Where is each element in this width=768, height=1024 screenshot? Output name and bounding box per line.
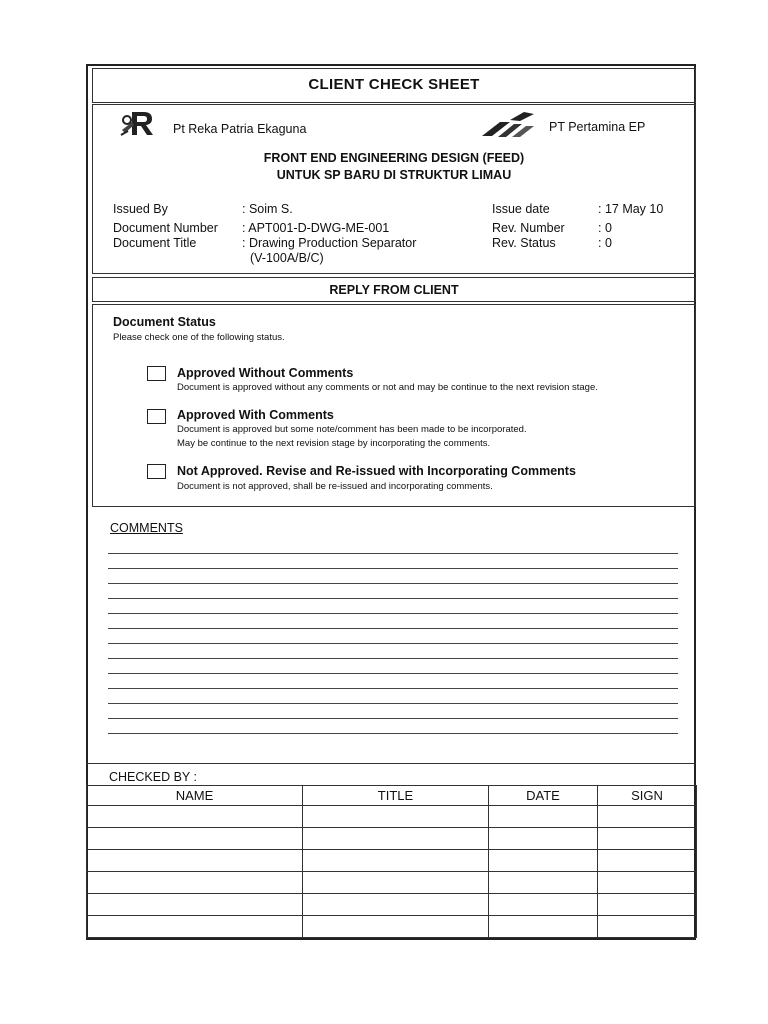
rev-status-value: : 0 xyxy=(598,236,612,250)
date-cell[interactable] xyxy=(489,806,598,828)
date-cell[interactable] xyxy=(489,850,598,872)
date-column-header: DATE xyxy=(489,786,598,806)
left-company-name: Pt Reka Patria Ekaguna xyxy=(173,122,307,136)
table-row xyxy=(87,850,697,872)
date-cell[interactable] xyxy=(489,828,598,850)
comment-line xyxy=(108,628,678,629)
document-number-value: : APT001-D-DWG-ME-001 xyxy=(242,221,390,235)
page-title: CLIENT CHECK SHEET xyxy=(308,76,480,93)
rev-status-label: Rev. Status xyxy=(492,236,556,250)
title-cell[interactable] xyxy=(303,850,489,872)
name-cell[interactable] xyxy=(87,916,303,938)
title-cell[interactable] xyxy=(303,916,489,938)
table-row xyxy=(87,916,697,938)
issue-date-label: Issue date xyxy=(492,202,550,216)
comment-line xyxy=(108,568,678,569)
document-title-value-2: (V-100A/B/C) xyxy=(250,251,324,265)
sign-cell[interactable] xyxy=(598,828,697,850)
comment-line xyxy=(108,658,678,659)
sign-cell[interactable] xyxy=(598,806,697,828)
approved-without-comments-desc: Document is approved without any comments or not and may be continue to the next revision stage. xyxy=(177,382,598,393)
table-row xyxy=(87,806,697,828)
comment-line xyxy=(108,643,678,644)
document-title-value: : Drawing Production Separator xyxy=(242,236,417,250)
approved-with-comments-desc-1: Document is approved but some note/comment has been made to be incorporated. xyxy=(177,424,527,435)
comment-line xyxy=(108,733,678,734)
not-approved-checkbox[interactable] xyxy=(147,464,166,479)
name-column-header: NAME xyxy=(87,786,303,806)
issued-by-value: : Soim S. xyxy=(242,202,293,216)
name-cell[interactable] xyxy=(87,894,303,916)
issued-by-label: Issued By xyxy=(113,202,168,216)
comment-line xyxy=(108,718,678,719)
not-approved-label: Not Approved. Revise and Re-issued with Incorporating Comments xyxy=(177,464,576,478)
comment-line xyxy=(108,613,678,614)
checked-by-header-row xyxy=(87,786,697,806)
comment-line xyxy=(108,673,678,674)
document-status-instruction: Please check one of the following status. xyxy=(113,332,285,343)
name-cell[interactable] xyxy=(87,872,303,894)
right-company-name: PT Pertamina EP xyxy=(549,120,646,134)
comment-line xyxy=(108,598,678,599)
title-cell[interactable] xyxy=(303,894,489,916)
approved-with-comments-checkbox[interactable] xyxy=(147,409,166,424)
checked-by-heading: CHECKED BY : xyxy=(109,770,197,784)
sign-cell[interactable] xyxy=(598,850,697,872)
comment-line xyxy=(108,688,678,689)
sign-cell[interactable] xyxy=(598,916,697,938)
sign-column-header: SIGN xyxy=(598,786,697,806)
date-cell[interactable] xyxy=(489,872,598,894)
reply-heading: REPLY FROM CLIENT xyxy=(329,283,459,297)
comment-line xyxy=(108,553,678,554)
reka-patria-logo-icon xyxy=(118,108,162,140)
comment-line xyxy=(108,703,678,704)
approved-without-comments-label: Approved Without Comments xyxy=(177,366,354,380)
table-row xyxy=(87,894,697,916)
date-cell[interactable] xyxy=(489,916,598,938)
approved-with-comments-label: Approved With Comments xyxy=(177,408,334,422)
project-title-line1: FRONT END ENGINEERING DESIGN (FEED) xyxy=(263,151,525,165)
document-number-label: Document Number xyxy=(113,221,218,235)
date-cell[interactable] xyxy=(489,894,598,916)
rev-number-value: : 0 xyxy=(598,221,612,235)
sign-cell[interactable] xyxy=(598,872,697,894)
table-row xyxy=(87,872,697,894)
checked-by-table xyxy=(86,785,697,938)
comment-line xyxy=(108,583,678,584)
rev-number-label: Rev. Number xyxy=(492,221,565,235)
document-title-label: Document Title xyxy=(113,236,197,250)
pertamina-logo-icon xyxy=(480,110,538,140)
approved-with-comments-desc-2: May be continue to the next revision stage by incorporating the comments. xyxy=(177,438,491,449)
title-cell[interactable] xyxy=(303,828,489,850)
sign-cell[interactable] xyxy=(598,894,697,916)
title-cell[interactable] xyxy=(303,806,489,828)
name-cell[interactable] xyxy=(87,828,303,850)
comments-heading: COMMENTS xyxy=(110,521,183,535)
document-status-heading: Document Status xyxy=(113,315,216,329)
name-cell[interactable] xyxy=(87,850,303,872)
title-column-header: TITLE xyxy=(303,786,489,806)
project-title-line2: UNTUK SP BARU DI STRUKTUR LIMAU xyxy=(276,168,512,182)
name-cell[interactable] xyxy=(87,806,303,828)
title-cell[interactable] xyxy=(303,872,489,894)
checked-by-divider xyxy=(86,763,696,764)
approved-without-comments-checkbox[interactable] xyxy=(147,366,166,381)
table-row xyxy=(87,828,697,850)
not-approved-desc: Document is not approved, shall be re-issued and incorporating comments. xyxy=(177,481,493,492)
issue-date-value: : 17 May 10 xyxy=(598,202,664,216)
